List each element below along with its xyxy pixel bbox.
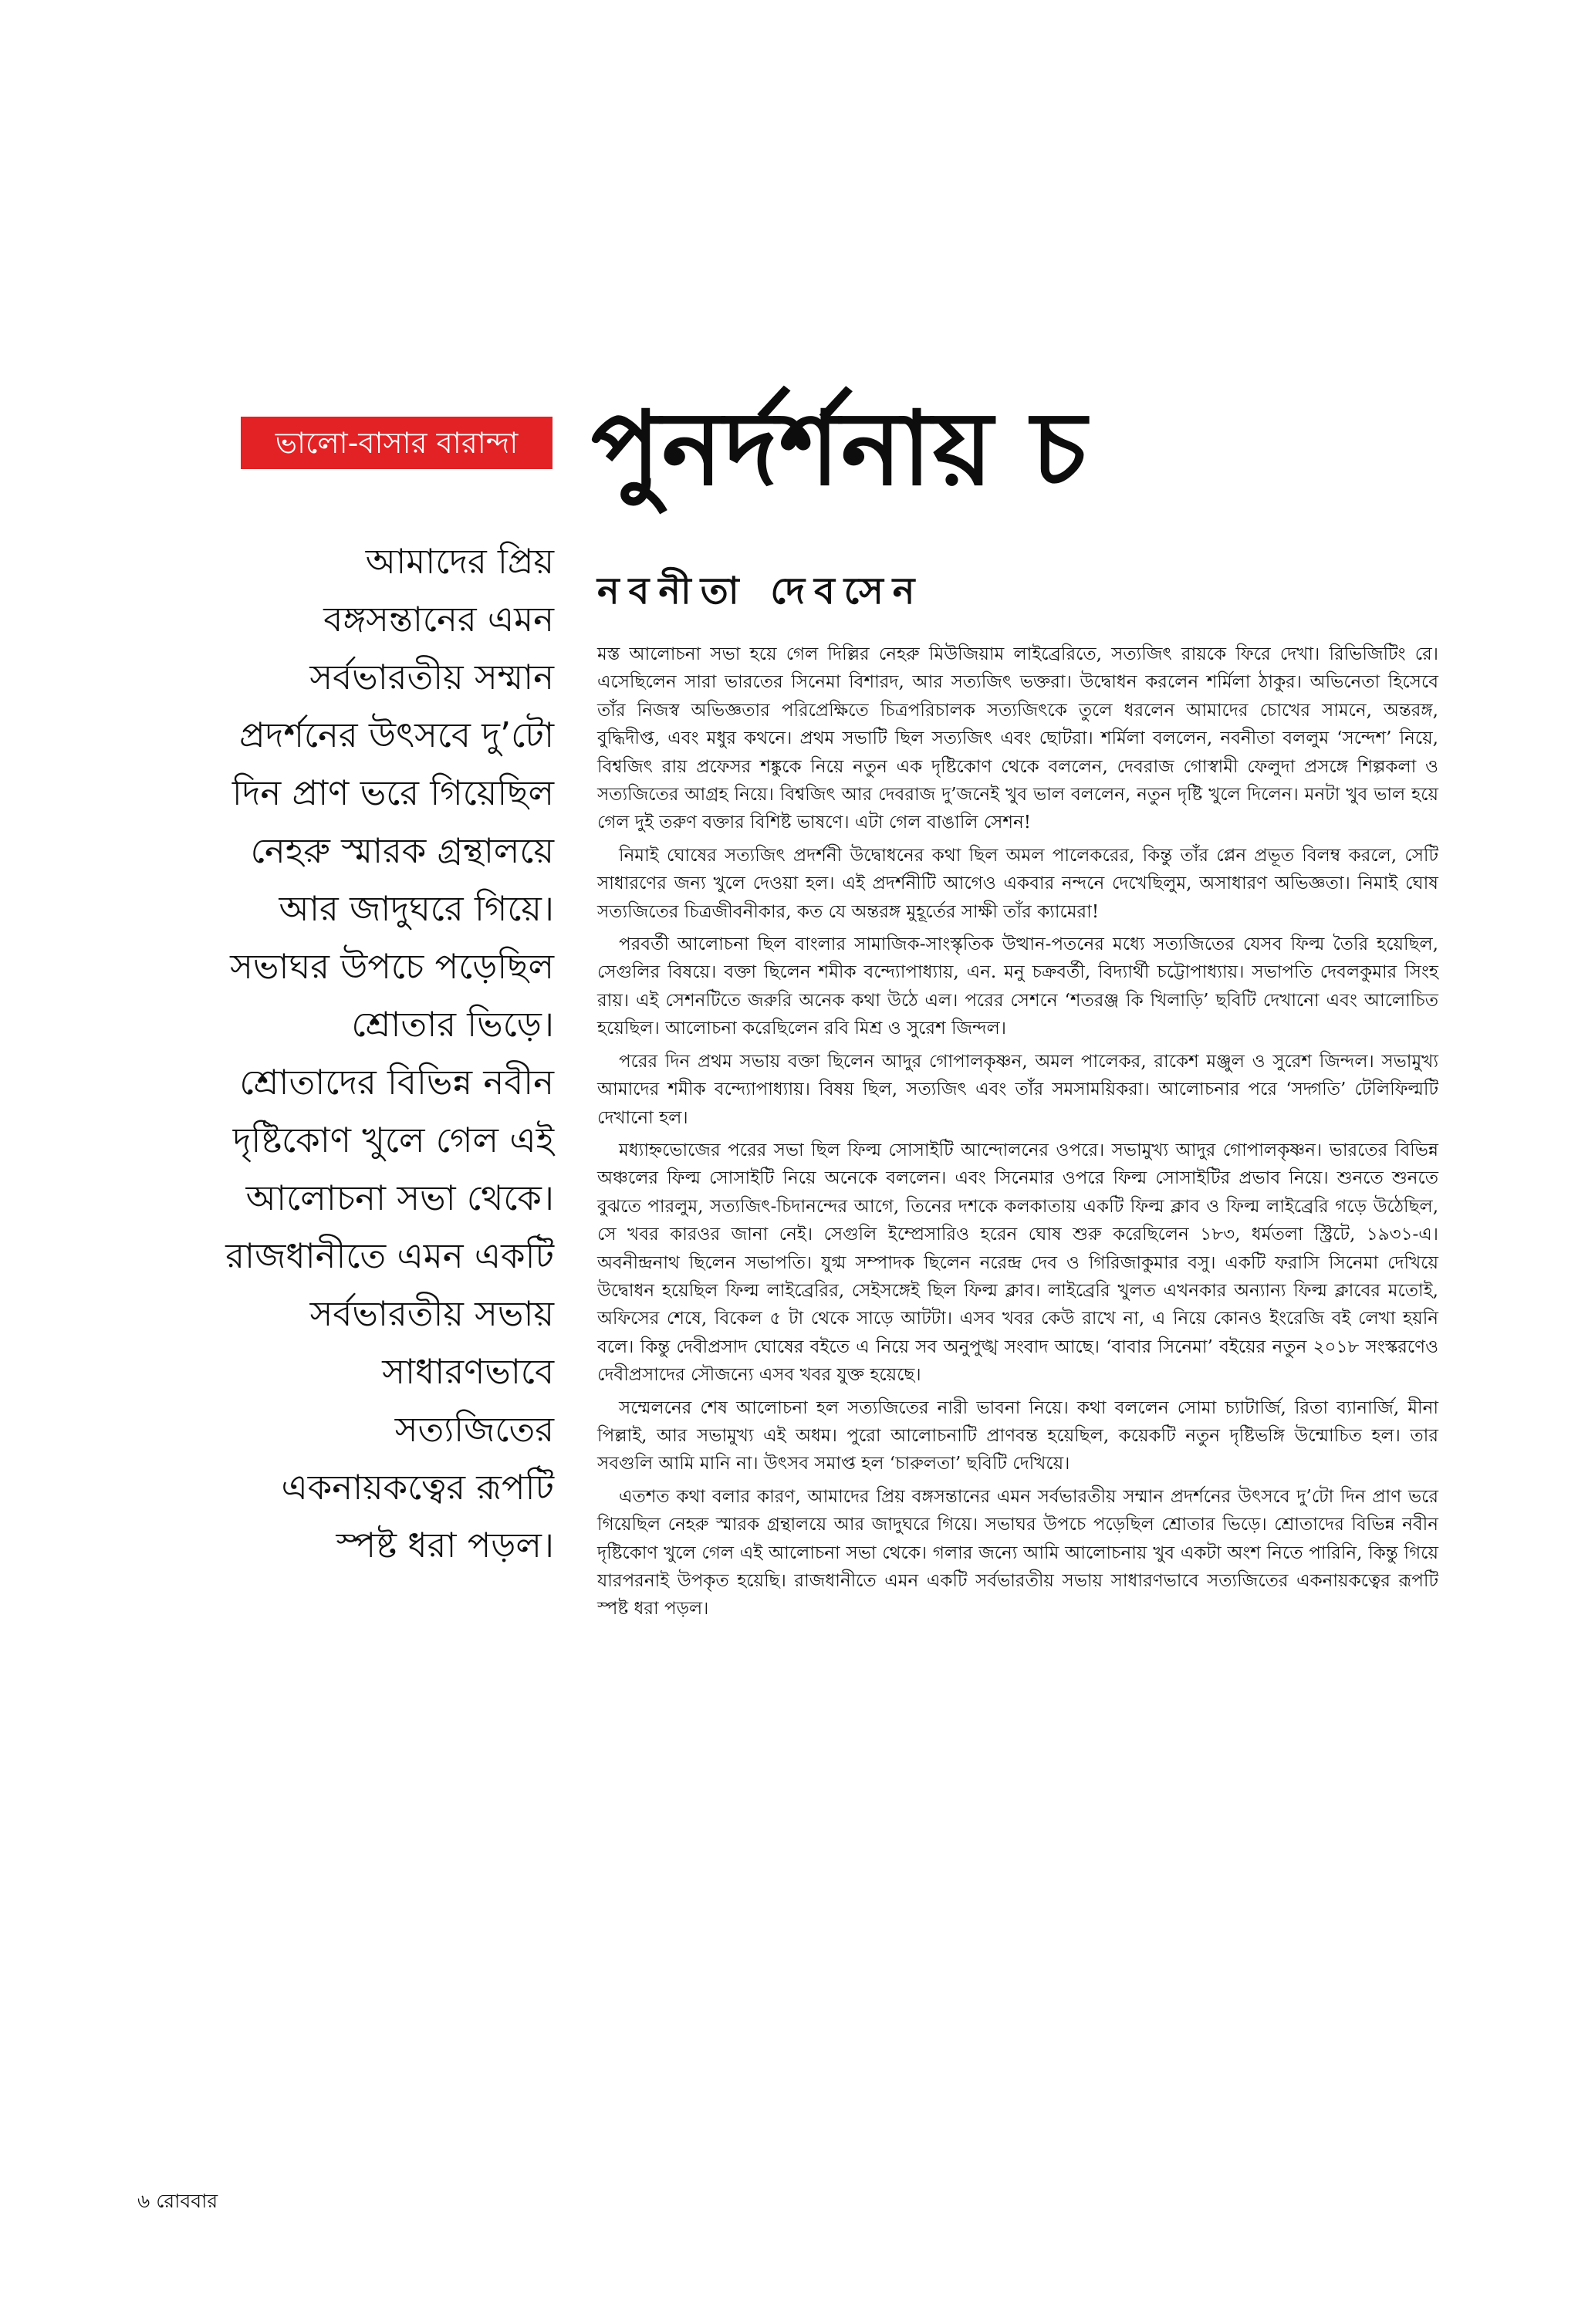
article-paragraph: মধ্যাহ্নভোজের পরের সভা ছিল ফিল্ম সোসাইটি আন্দোলনের ওপরে। সভামুখ্য আদুর গোপালকৃষ্ণন। ভারতের বিভিন্ন অঞ্চলের ফিল্ম সোসাইটি নিয়ে অনেকে বললেন। এবং সিনেমার ওপরে ফিল্ম সোসাইটির প্রভাব নিয়ে। শুনতে শুনতে বুঝতে পারলুম, সত্যজিৎ-চিদানন্দের আগে, তিনের দশকে কলকাতায় একটি ফিল্ম ক্লাব ও ফিল্ম লাইব্রেরি গড়ে উঠেছিল, সে খবর কারওর জানা নেই। সেগুলি ইম্প্রেসারিও হরেন ঘোষ শুরু করেছিলেন ১৮৩, ধর্মতলা স্ট্রিটে, ১৯৩১-এ। অবনীন্দ্রনাথ ছিলেন সভাপতি। যুগ্ম সম্পাদক ছিলেন নরেন্দ্র দেব ও গিরিজাকুমার বসু। একটি ফরাসি সিনেমা দেখিয়ে উদ্বোধন হয়েছিল ফিল্ম লাইব্রেরির, সেইসঙ্গেই ছিল ফিল্ম ক্লাব। লাইব্রেরি খুলত এখনকার অন্যান্য ফিল্ম ক্লাবের মতোই, অফিসের শেষে, বিকেল ৫ টা থেকে সাড়ে আটটা। এসব খবর কেউ রাখে না, এ নিয়ে কোনও ইংরেজি বই লেখা হয়নি বলে। কিন্তু দেবীপ্রসাদ ঘোষের বইতে এ নিয়ে সব অনুপুঙ্খ সংবাদ আছে। ‘বাবার সিনেমা’ বইয়ের নতুন ২০১৮ সংস্করণেও দেবীপ্রসাদের সৌজন্যে এসব খবর যুক্ত হয়েছে। <box>597 1140 1438 1386</box>
pull-quote <box>139 532 554 1574</box>
pull-quote-line: প্রদর্শনের উৎসবে দু’টো <box>239 714 554 755</box>
article-body <box>597 640 1438 1628</box>
pull-quote-line: আমাদের প্রিয় <box>365 541 554 582</box>
section-tag: ভালো-বাসার বারান্দা <box>241 417 553 469</box>
pull-quote-line: সর্বভারতীয় সভায় <box>309 1293 554 1334</box>
article-paragraph: পরবর্তী আলোচনা ছিল বাংলার সামাজিক-সাংস্কৃতিক উত্থান-পতনের মধ্যে সত্যজিতের যেসব ফিল্ম তৈরি হয়েছিল, সেগুলির বিষয়ে। বক্তা ছিলেন শমীক বন্দ্যোপাধ্যায়, এন. মনু চক্রবর্তী, বিদ্যার্থী চট্টোপাধ্যায়। সভাপতি দেবলকুমার সিংহ রায়। এই সেশনটিতে জরুরি অনেক কথা উঠে এল। পরের সেশনে ‘শতরঞ্জ কি খিলাড়ি’ ছবিটি দেখানো এবং আলোচিত হয়েছিল। আলোচনা করেছিলেন রবি মিশ্র ও সুরেশ জিন্দল। <box>597 934 1438 1039</box>
pull-quote-line: সভাঘর উপচে পড়েছিল <box>230 946 554 987</box>
pull-quote-line: একনায়কত্বের রূপটি <box>281 1467 554 1508</box>
article-paragraph: পরের দিন প্রথম সভায় বক্তা ছিলেন আদুর গোপালকৃষ্ণন, অমল পালেকর, রাকেশ মঞ্জুল ও সুরেশ জিন্দল। সভামুখ্য আমাদের শমীক বন্দ্যোপাধ্যায়। বিষয় ছিল, সত্যজিৎ এবং তাঁর সমসাময়িকরা। আলোচনার পরে ‘সদ্গতি’ টেলিফিল্মটি দেখানো হল। <box>597 1051 1438 1128</box>
pull-quote-line: আর জাদুঘরে গিয়ে। <box>279 888 554 929</box>
pull-quote-line: সর্বভারতীয় সম্মান <box>309 657 554 698</box>
pull-quote-line: নেহরু স্মারক গ্রন্থালয়ে <box>250 830 554 871</box>
article-paragraph: মস্ত আলোচনা সভা হয়ে গেল দিল্লির নেহরু মিউজিয়াম লাইব্রেরিতে, সত্যজিৎ রায়কে ফিরে দেখা। রিভিজিটিং রে। এসেছিলেন সারা ভারতের সিনেমা বিশারদ, আর সত্যজিৎ ভক্তরা। উদ্বোধন করলেন শর্মিলা ঠাকুর। অভিনেতা হিসেবে তাঁর নিজস্ব অভিজ্ঞতার পরিপ্রেক্ষিতে চিত্রপরিচালক সত্যজিৎকে তুলে ধরলেন আমাদের চোখের সামনে, অন্তরঙ্গ, বুদ্ধিদীপ্ত, এবং মধুর কথনে। প্রথম সভাটি ছিল সত্যজিৎ এবং ছোটরা। শর্মিলা বললেন, নবনীতা বললুম ‘সন্দেশ’ নিয়ে, বিশ্বজিৎ রায় প্রফেসর শঙ্কুকে নিয়ে নতুন এক দৃষ্টিকোণ থেকে বললেন, দেবরাজ গোস্বামী ফেলুদা প্রসঙ্গে শিল্পকলা ও সত্যজিতের আগ্রহ নিয়ে। বিশ্বজিৎ আর দেবরাজ দু’জনেই খুব ভাল বললেন, নতুন দৃষ্টি খুলে দিলেন। মনটা খুব ভাল হয়ে গেল দুই তরুণ বক্তার বিশিষ্ট ভাষণে। এটা গেল বাঙালি সেশন! <box>597 644 1438 833</box>
article-paragraph: সম্মেলনের শেষ আলোচনা হল সত্যজিতের নারী ভাবনা নিয়ে। কথা বললেন সোমা চ্যাটার্জি, রিতা ব্যানার্জি, মীনা পিল্লাই, আর সভামুখ্য এই অধম। পুরো আলোচনাটি প্রাণবন্ত হয়েছিল, কয়েকটি নতুন দৃষ্টিভঙ্গি উন্মোচিত হল। তার সবগুলি আমি মানি না। উৎসব সমাপ্ত হল ‘চারুলতা’ ছবিটি দেখিয়ে। <box>597 1397 1438 1474</box>
article-paragraph: এতশত কথা বলার কারণ, আমাদের প্রিয় বঙ্গসন্তানের এমন সর্বভারতীয় সম্মান প্রদর্শনের উৎসবে দু’টো দিন প্রাণ ভরে গিয়েছিল নেহরু স্মারক গ্রন্থালয়ে আর জাদুঘরে গিয়ে। সভাঘর উপচে পড়েছিল শ্রোতার ভিড়ে। শ্রোতাদের বিভিন্ন নবীন দৃষ্টিকোণ খুলে গেল এই আলোচনা সভা থেকে। গলার জন্যে আমি আলোচনায় খুব একটা অংশ নিতে পারিনি, কিন্তু গিয়ে যারপরনাই উপকৃত হয়েছি। রাজধানীতে এমন একটি সর্বভারতীয় সভায় সাধারণভাবে সত্যজিতের একনায়কত্বের রূপটি স্পষ্ট ধরা পড়ল। <box>597 1486 1438 1620</box>
pull-quote-line: রাজধানীতে এমন একটি <box>225 1235 554 1276</box>
pull-quote-line: বঙ্গসন্তানের এমন <box>323 599 554 640</box>
pull-quote-line: দৃষ্টিকোণ খুলে গেল এই <box>232 1120 554 1160</box>
pull-quote-line: শ্রোতাদের বিভিন্ন নবীন <box>239 1062 554 1103</box>
pull-quote-line: স্পষ্ট ধরা পড়ল। <box>336 1525 554 1566</box>
article-paragraph: নিমাই ঘোষের সত্যজিৎ প্রদর্শনী উদ্বোধনের কথা ছিল অমল পালেকরের, কিন্তু তাঁর প্লেন প্রভূত বিলম্ব করলে, সেটি সাধারণের জন্য খুলে দেওয়া হল। এই প্রদর্শনীটি আগেও একবার নন্দনে দেখেছিলুম, অসাধারণ অভিজ্ঞতা। নিমাই ঘোষ সত্যজিতের চিত্রজীবনীকার, কত যে অন্তরঙ্গ মুহূর্তের সাক্ষী তাঁর ক্যামেরা! <box>597 845 1438 922</box>
pull-quote-line: শ্রোতার ভিড়ে। <box>351 1004 554 1045</box>
headline: পুনর্দর্শনায় চ <box>591 390 1088 508</box>
page-folio: ৬ রোববার <box>137 2190 218 2212</box>
pull-quote-line: দিন প্রাণ ভরে গিয়েছিল <box>231 772 554 813</box>
byline: নবনীতা দেবসেন <box>597 569 924 613</box>
pull-quote-line: সাধারণভাবে <box>382 1351 554 1392</box>
pull-quote-line: আলোচনা সভা থেকে। <box>245 1177 554 1218</box>
pull-quote-line: সত্যজিতের <box>394 1409 554 1450</box>
